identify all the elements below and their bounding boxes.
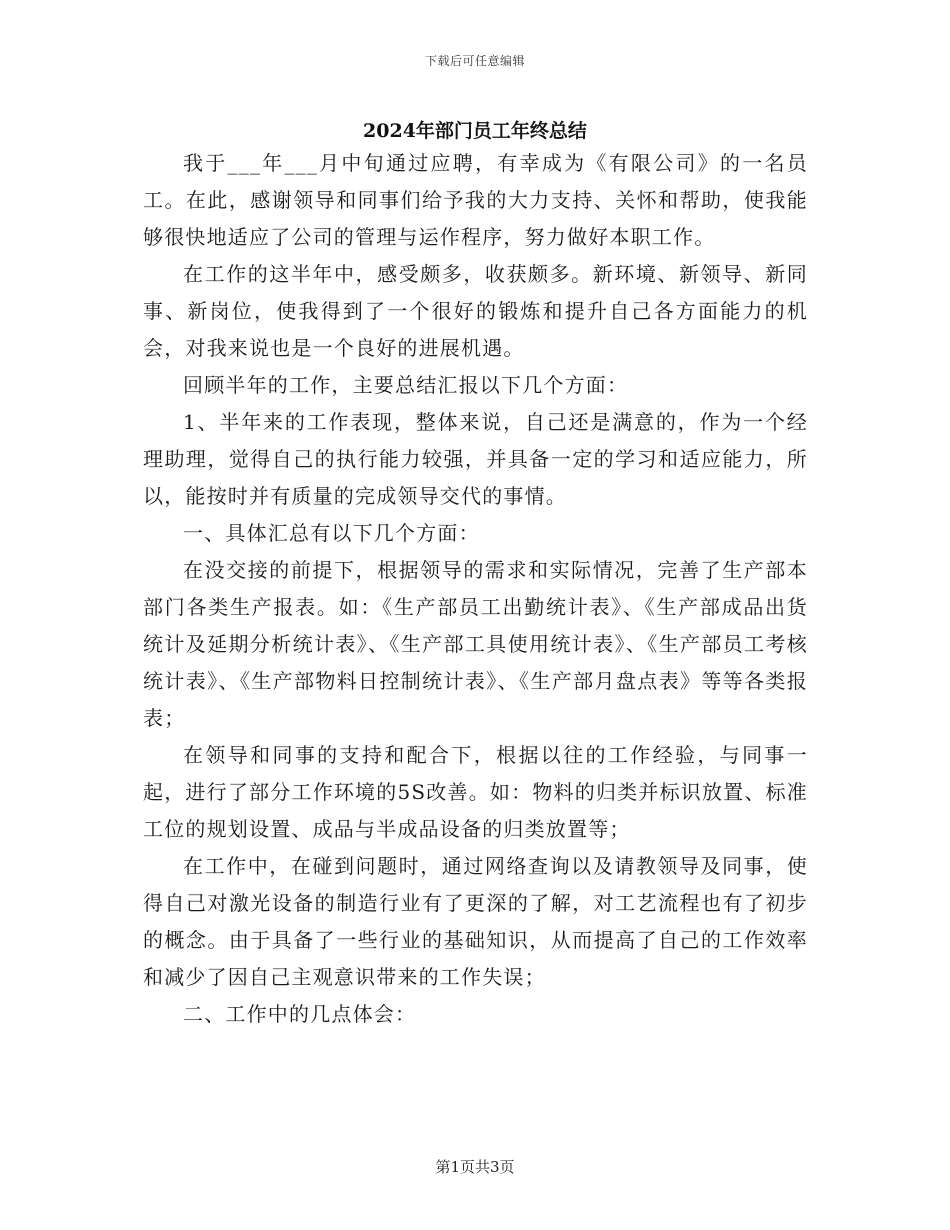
paragraph-review: 回顾半年的工作，主要总结汇报以下几个方面：	[183, 373, 629, 397]
section-heading-experience: 二、工作中的几点体会：	[183, 1002, 417, 1026]
paragraph-intro: 我于___年___月中旬通过应聘，有幸成为《有限公司》的一名员工。在此，感谢领导和同事们给予我的大力支持、关怀和帮助，使我能够很快地适应了公司的管理与运作程序，努力做好本职工作。	[143, 151, 808, 249]
paragraph-learning: 在工作中，在碰到问题时，通过网络查询以及请教领导及同事，使得自己对激光设备的制造行业有了更深的了解，对工艺流程也有了初步的概念。由于具备了一些行业的基础知识，从而提高了自己的工作效率和减少了因自己主观意识带来的工作失误；	[143, 854, 808, 989]
paragraph-reports: 在没交接的前提下，根据领导的需求和实际情况，完善了生产部本部门各类生产报表。如：《生产部员工出勤统计表》、《生产部成品出货统计及延期分析统计表》、《生产部工具使用统计表》、《生产部员工考核统计表》、《生产部物料日控制统计表》、《生产部月盘点表》等等各类报表；	[143, 558, 808, 730]
page-header-note: 下载后可任意编辑	[424, 54, 525, 68]
page-number-footer: 第1页共3页	[435, 1158, 515, 1176]
document-title: 2024年部门员工年终总结	[363, 120, 587, 142]
section-heading-summary: 一、具体汇总有以下几个方面：	[183, 521, 480, 545]
document-body	[143, 145, 808, 1033]
paragraph-5s: 在领导和同事的支持和配合下，根据以往的工作经验，与同事一起，进行了部分工作环境的5S改善。如：物料的归类并标识放置、标准工位的规划设置、成品与半成品设备的归类放置等；	[143, 743, 808, 841]
paragraph-performance: 1、半年来的工作表现，整体来说，自己还是满意的，作为一个经理助理，觉得自己的执行能力较强，并具备一定的学习和适应能力，所以，能按时并有质量的完成领导交代的事情。	[143, 410, 808, 508]
paragraph-feelings: 在工作的这半年中，感受颇多，收获颇多。新环境、新领导、新同事、新岗位，使我得到了一个很好的锻炼和提升自己各方面能力的机会，对我来说也是一个良好的进展机遇。	[143, 262, 808, 360]
